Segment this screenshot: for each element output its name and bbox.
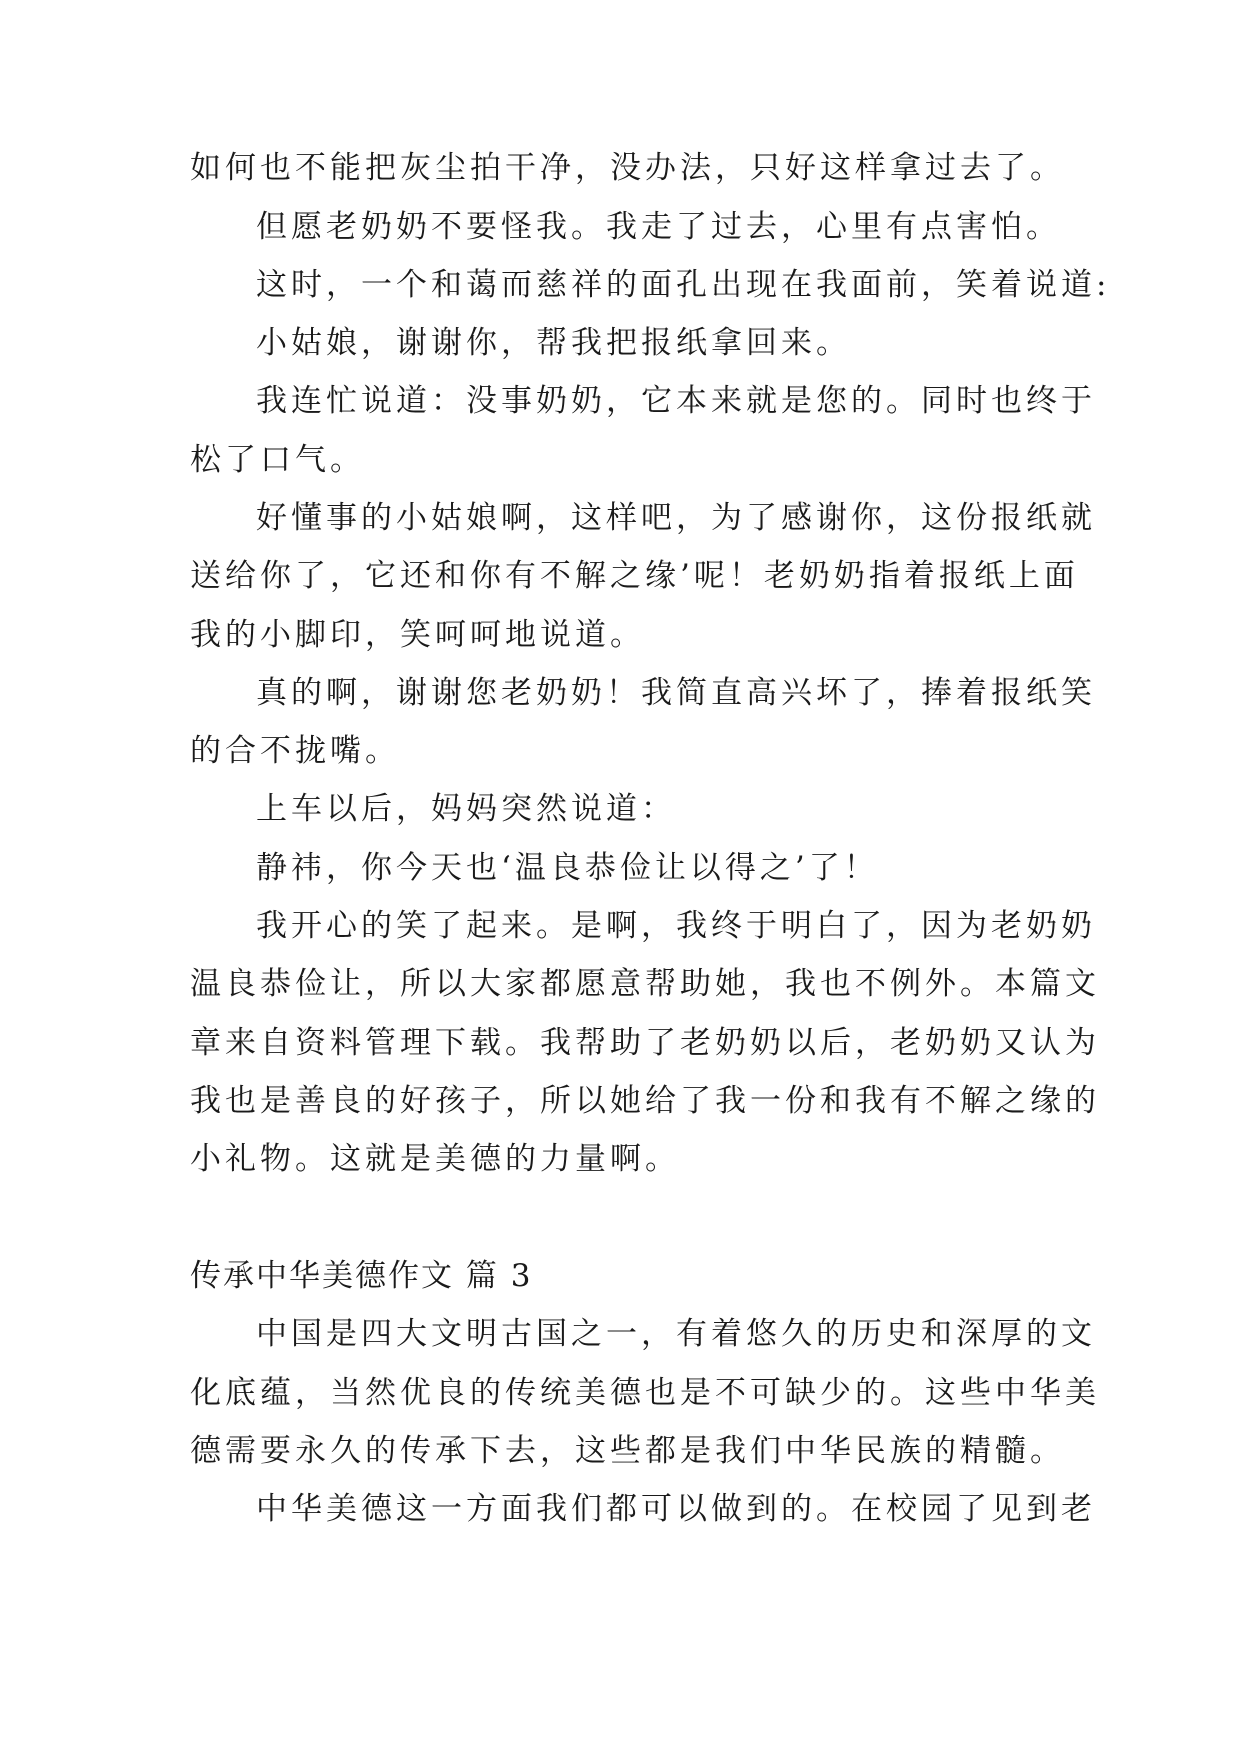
text-line: 我连忙说道：没事奶奶，它本来就是您的。同时也终于 — [256, 383, 1096, 419]
text-line: 化底蕴，当然优良的传统美德也是不可缺少的。这些中华美 — [190, 1375, 1100, 1411]
text-line: 松了口气。 — [190, 442, 365, 478]
text-line: 我的小脚印，笑呵呵地说道。 — [190, 617, 645, 653]
text-line: 中国是四大文明古国之一，有着悠久的历史和深厚的文 — [256, 1316, 1096, 1352]
text-line: 温良恭俭让，所以大家都愿意帮助她，我也不例外。本篇文 — [190, 966, 1100, 1002]
text-line: 真的啊，谢谢您老奶奶！我简直高兴坏了，捧着报纸笑 — [256, 675, 1096, 711]
text-line: 上车以后，妈妈突然说道： — [256, 791, 676, 827]
text-line: 好懂事的小姑娘啊，这样吧，为了感谢你，这份报纸就 — [256, 500, 1096, 536]
text-line: 章来自资料管理下载。我帮助了老奶奶以后，老奶奶又认为 — [190, 1025, 1100, 1061]
text-line: 小礼物。这就是美德的力量啊。 — [190, 1141, 680, 1177]
section-title: 传承中华美德作文 篇 3 — [190, 1258, 533, 1294]
text-line: 我也是善良的好孩子，所以她给了我一份和我有不解之缘的 — [190, 1083, 1100, 1119]
text-line: 小姑娘，谢谢你，帮我把报纸拿回来。 — [256, 325, 851, 361]
text-line: 德需要永久的传承下去，这些都是我们中华民族的精髓。 — [190, 1433, 1065, 1469]
text-line: 中华美德这一方面我们都可以做到的。在校园了见到老 — [256, 1491, 1096, 1527]
text-line: 如何也不能把灰尘拍干净，没办法，只好这样拿过去了。 — [190, 150, 1065, 186]
text-line: 但愿老奶奶不要怪我。我走了过去，心里有点害怕。 — [256, 209, 1061, 245]
text-line: 这时，一个和蔼而慈祥的面孔出现在我面前，笑着说道: — [256, 267, 1111, 303]
text-line: 我开心的笑了起来。是啊，我终于明白了，因为老奶奶 — [256, 908, 1096, 944]
text-line: 的合不拢嘴。 — [190, 733, 400, 769]
text-line: 静祎，你今天也‘温良恭俭让以得之’了！ — [256, 850, 879, 886]
text-line: 送给你了，它还和你有不解之缘’呢！老奶奶指着报纸上面 — [190, 558, 1079, 594]
